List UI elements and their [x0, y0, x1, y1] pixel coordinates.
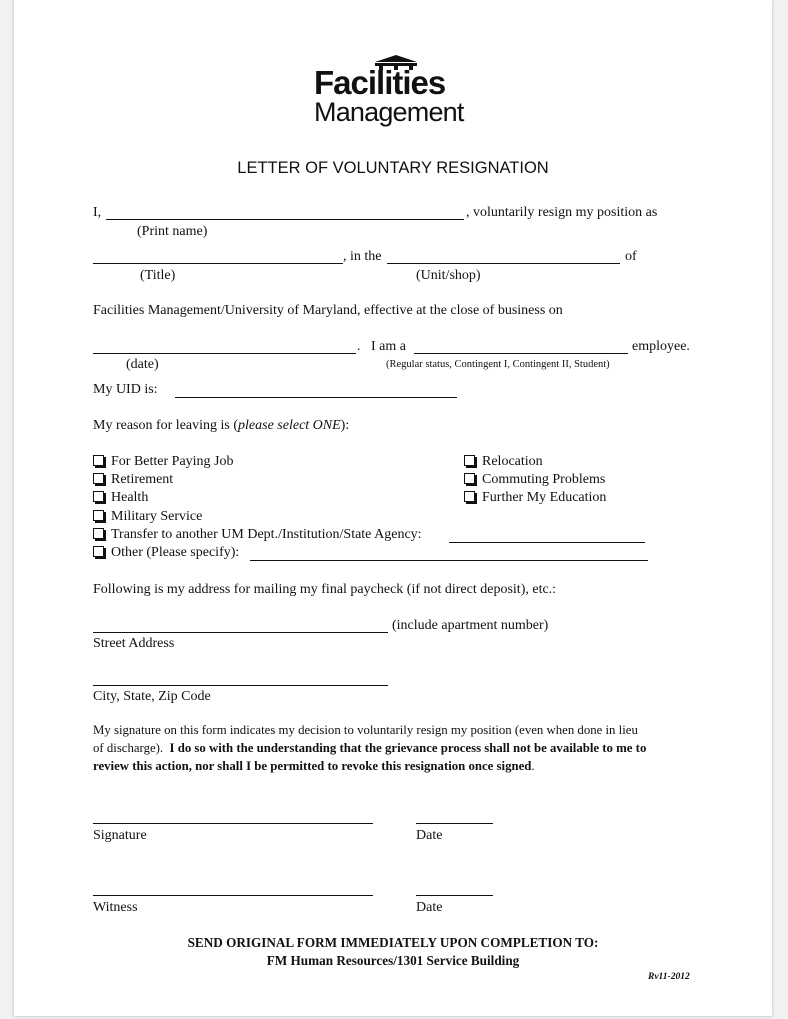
date-caption: (date): [126, 357, 159, 372]
witness-field[interactable]: [93, 895, 373, 896]
statement-line-1: My signature on this form indicates my decision to voluntarily resign my position (even when done in lieu: [93, 723, 638, 737]
title-caption: (Title): [140, 268, 176, 283]
revision-code: Rv11-2012: [648, 972, 690, 982]
footer-line-1: SEND ORIGINAL FORM IMMEDIATELY UPON COMPLETION TO:: [187, 935, 599, 950]
city-state-zip-label: City, State, Zip Code: [93, 689, 211, 704]
row2-suffix: of: [625, 249, 637, 264]
signature-date-label: Date: [416, 828, 443, 843]
checkbox[interactable]: [93, 455, 104, 466]
print-name-caption: (Print name): [137, 224, 208, 239]
checkbox[interactable]: [464, 473, 475, 484]
option-commuting-problems[interactable]: Commuting Problems: [464, 472, 605, 488]
status-caption: (Regular status, Contingent I, Contingent II, Student): [386, 359, 610, 370]
row3-text: Facilities Management/University of Maryland, effective at the close of business on: [93, 303, 563, 318]
other-specify-field[interactable]: [250, 560, 648, 561]
logo-line-1: Facilities: [314, 64, 446, 101]
reason-label: My reason for leaving is (please select ONE):: [93, 418, 350, 433]
option-further-education[interactable]: Further My Education: [464, 490, 606, 506]
row4-period: .: [357, 339, 361, 354]
option-health[interactable]: Health: [93, 490, 148, 506]
statement-line-2: of discharge). I do so with the understanding that the grievance process shall not be available to me to: [93, 741, 647, 755]
option-other[interactable]: Other (Please specify):: [93, 545, 239, 561]
statement-line-3: review this action, nor shall I be permitted to revoke this resignation once signed.: [93, 759, 535, 773]
checkbox[interactable]: [93, 546, 104, 557]
signature-field[interactable]: [93, 823, 373, 824]
checkbox[interactable]: [93, 528, 104, 539]
signature-date-field[interactable]: [416, 823, 493, 824]
footer-line-2: FM Human Resources/1301 Service Building: [266, 953, 520, 968]
form-page: [14, 0, 772, 1016]
checkbox[interactable]: [464, 455, 475, 466]
address-intro: Following is my address for mailing my final paycheck (if not direct deposit), etc.:: [93, 582, 557, 597]
street-address-field[interactable]: [93, 632, 388, 633]
row4-i-am-a: I am a: [371, 339, 406, 354]
title-field[interactable]: [93, 263, 343, 264]
uid-label: My UID is:: [93, 382, 158, 397]
street-address-label: Street Address: [93, 636, 175, 651]
option-retirement[interactable]: Retirement: [93, 472, 173, 488]
print-name-field[interactable]: [106, 219, 464, 220]
logo-line-2: Management: [314, 97, 464, 127]
witness-date-field[interactable]: [416, 895, 493, 896]
row4-suffix: employee.: [632, 339, 690, 354]
transfer-agency-field[interactable]: [449, 542, 645, 543]
row1-prefix: I,: [93, 205, 102, 220]
row2-middle: , in the: [343, 249, 382, 264]
option-military-service[interactable]: Military Service: [93, 509, 202, 525]
witness-label: Witness: [93, 900, 138, 915]
signature-label: Signature: [93, 828, 147, 843]
witness-date-label: Date: [416, 900, 443, 915]
option-relocation[interactable]: Relocation: [464, 454, 543, 470]
apartment-note: (include apartment number): [392, 618, 549, 633]
employee-status-field[interactable]: [414, 353, 628, 354]
page-title: LETTER OF VOLUNTARY RESIGNATION: [237, 159, 549, 177]
unit-shop-field[interactable]: [387, 263, 620, 264]
row1-suffix: , voluntarily resign my position as: [466, 205, 658, 220]
unit-caption: (Unit/shop): [416, 268, 481, 283]
option-better-paying-job[interactable]: For Better Paying Job: [93, 454, 234, 470]
city-state-zip-field[interactable]: [93, 685, 388, 686]
date-field[interactable]: [93, 353, 356, 354]
uid-field[interactable]: [175, 397, 457, 398]
checkbox[interactable]: [93, 491, 104, 502]
checkbox[interactable]: [93, 510, 104, 521]
checkbox[interactable]: [464, 491, 475, 502]
option-transfer[interactable]: Transfer to another UM Dept./Institution/State Agency:: [93, 527, 422, 543]
checkbox[interactable]: [93, 473, 104, 484]
